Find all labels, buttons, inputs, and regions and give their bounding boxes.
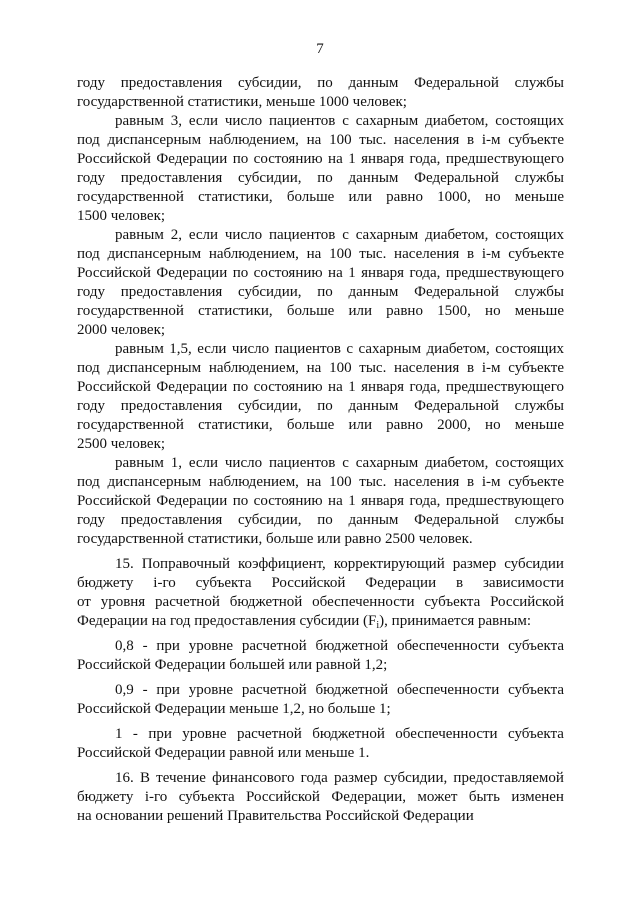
page-number: 7 [316,41,324,57]
paragraph [77,637,564,675]
text-line: бюджету i-го субъекта Российской Федерации в зависимости [77,575,564,591]
text-line: под диспансерным наблюдением, на 100 тыс. населения в i-м субъекте [77,474,564,490]
text-line: равным 3, если число пациентов с сахарным диабетом, состоящих [115,113,564,129]
text-line: под диспансерным наблюдением, на 100 тыс. населения в i-м субъекте [77,360,564,376]
text-line: бюджету i-го субъекта Российской Федерации, может быть изменен [77,789,564,805]
formula-line [77,612,564,631]
paragraph [77,74,564,112]
text-line: Российской Федерации по состоянию на 1 января года, предшествующего [77,379,564,395]
paragraph [77,681,564,719]
text-line: равным 2, если число пациентов с сахарным диабетом, состоящих [115,227,564,243]
text-line: 2500 человек; [77,436,166,452]
text-line: Российской Федерации меньше 1,2, но больше 1; [77,701,391,717]
paragraph [77,454,564,549]
text-line: 0,8 - при уровне расчетной бюджетной обеспеченности субъекта [115,638,564,654]
text-line: 2000 человек; [77,322,166,338]
text-line: году предоставления субсидии, по данным Федеральной службы [77,284,564,300]
text-line: году предоставления субсидии, по данным Федеральной службы [77,75,564,91]
text-line: Российской Федерации по состоянию на 1 января года, предшествующего [77,265,564,281]
text-line: году предоставления субсидии, по данным Федеральной службы [77,512,564,528]
paragraph [77,725,564,763]
text-line: на основании решений Правительства Российской Федерации [77,808,474,824]
document-body [77,74,564,826]
text-line: 16. В течение финансового года размер субсидии, предоставляемой [115,770,564,786]
text-line: государственной статистики, больше или равно 1500, но меньше [77,303,564,319]
text-line: году предоставления субсидии, по данным Федеральной службы [77,398,564,414]
formula-text-after: ), принимается равным: [379,613,532,629]
text-line: под диспансерным наблюдением, на 100 тыс. населения в i-м субъекте [77,246,564,262]
paragraph [77,555,564,631]
text-line: году предоставления субсидии, по данным Федеральной службы [77,170,564,186]
text-line: государственной статистики, меньше 1000 человек; [77,94,407,110]
text-line: государственной статистики, больше или равно 1000, но меньше [77,189,564,205]
text-line: Российской Федерации большей или равной 1,2; [77,657,388,673]
text-line: 0,9 - при уровне расчетной бюджетной обеспеченности субъекта [115,682,564,698]
text-line: государственной статистики, больше или равно 2500 человек. [77,531,473,547]
text-line: равным 1,5, если число пациентов с сахарным диабетом, состоящих [115,341,564,357]
coefficient-subscript: i [376,620,380,631]
text-line: 15. Поправочный коэффициент, корректирующий размер субсидии [115,556,564,572]
text-line: Российской Федерации равной или меньше 1. [77,745,370,761]
text-line: Российской Федерации по состоянию на 1 января года, предшествующего [77,151,564,167]
coefficient-symbol: F [368,613,377,629]
text-line: 1 - при уровне расчетной бюджетной обеспеченности субъекта [115,726,564,742]
text-line: 1500 человек; [77,208,166,224]
text-line: под диспансерным наблюдением, на 100 тыс. населения в i-м субъекте [77,132,564,148]
paragraph [77,112,564,226]
paragraph [77,226,564,340]
text-line: государственной статистики, больше или равно 2000, но меньше [77,417,564,433]
text-line: равным 1, если число пациентов с сахарным диабетом, состоящих [115,455,564,471]
paragraph [77,340,564,454]
formula-text-before: Федерации на год предоставления субсидии ( [77,613,369,629]
text-line: от уровня расчетной бюджетной обеспеченности субъекта Российской [77,594,564,610]
text-line: Российской Федерации по состоянию на 1 января года, предшествующего [77,493,564,509]
paragraph [77,769,564,826]
